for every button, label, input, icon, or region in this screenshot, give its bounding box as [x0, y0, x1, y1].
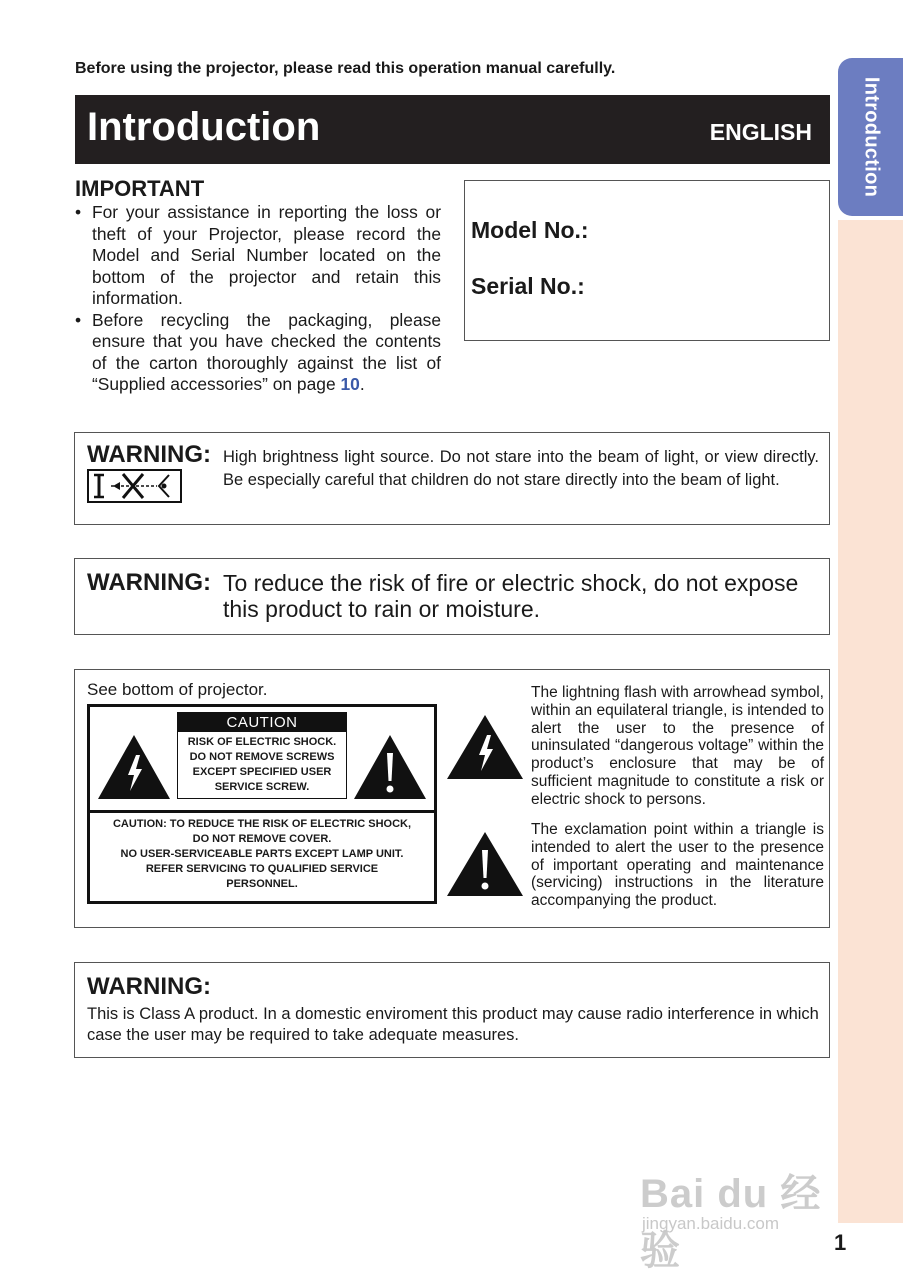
- bullet-end: .: [359, 374, 365, 394]
- important-bullet: [75, 202, 441, 310]
- warning-text: To reduce the risk of fire or electric shock, do not expose this product to rain or moisture.: [223, 570, 799, 622]
- exclamation-explanation: The exclamation point within a triangle is intended to alert the user to the presence of important operating and maintenance (servicing) instructions in the literature accompanying the product.: [531, 821, 824, 910]
- important-list: [75, 202, 441, 396]
- warning-rain-box: [74, 558, 830, 635]
- warning-text: High brightness light source. Do not stare into the beam of light, or view directly. Be especially careful that children do not stare directly into the beam of light.: [223, 448, 819, 489]
- lightning-triangle-icon: [96, 733, 172, 801]
- warning-light-box: [74, 432, 830, 525]
- language-label: ENGLISH: [709, 119, 812, 145]
- caution-title: CAUTION: [178, 713, 346, 732]
- caution-line: REFER SERVICING TO QUALIFIED SERVICE: [145, 863, 379, 875]
- caution-label: [87, 704, 437, 904]
- warning-label: WARNING:: [87, 569, 211, 596]
- warning-text: This is Class A product. In a domestic enviroment this product may cause radio interference in which case the user may be required to take adequate measures.: [87, 1005, 819, 1044]
- intro-line: Before using the projector, please read this operation manual carefully.: [75, 60, 616, 77]
- margin-band: [838, 220, 903, 1223]
- page-reference-link[interactable]: 10: [340, 374, 360, 394]
- caution-bottom-text: [90, 817, 434, 892]
- warning-class-a-box: [74, 962, 830, 1058]
- exclamation-triangle-icon: [445, 830, 525, 898]
- bullet-text: For your assistance in reporting the loss or theft of your Projector, please record the Model and Serial Number located on the bottom of the projector and retain this information.: [92, 202, 441, 308]
- caution-section: [74, 669, 830, 928]
- title-bar: [75, 95, 830, 164]
- lightning-explanation: The lightning flash with arrowhead symbol, within an equilateral triangle, is intended to alert the user to the presence of uninsulated “dangerous voltage” within the product’s enclosure that may be of sufficient magnitude to constitute a risk or electric shock to persons.: [531, 684, 824, 808]
- risk-line: EXCEPT SPECIFIED USER: [192, 766, 332, 778]
- watermark: [640, 1142, 840, 1273]
- caution-line: CAUTION: TO REDUCE THE RISK OF ELECTRIC SHOCK,: [112, 818, 412, 830]
- page-title: Introduction: [87, 105, 321, 149]
- caution-risk-text: [178, 732, 346, 795]
- serial-number-label: Serial No.:: [471, 273, 585, 299]
- caution-line: DO NOT REMOVE COVER.: [192, 833, 332, 845]
- risk-line: SERVICE SCREW.: [214, 781, 310, 793]
- lightning-triangle-icon: [445, 713, 525, 781]
- caution-line: PERSONNEL.: [226, 878, 298, 890]
- model-serial-box: [464, 180, 830, 341]
- do-not-stare-icon: [87, 469, 182, 503]
- watermark-main: Bai du 经验: [640, 1172, 822, 1273]
- warning-label: WARNING:: [87, 973, 211, 1000]
- caution-label-top: [90, 707, 434, 813]
- exclamation-triangle-icon: [352, 733, 428, 801]
- risk-line: DO NOT REMOVE SCREWS: [189, 751, 335, 763]
- page-number: 1: [834, 1230, 847, 1255]
- warning-label: WARNING:: [87, 441, 211, 468]
- section-tab[interactable]: [838, 58, 903, 216]
- model-number-label: Model No.:: [471, 217, 589, 243]
- bullet-text: Before recycling the packaging, please ensure that you have checked the contents of the carton thoroughly against the list of “Supplied accessories” on page: [92, 309, 441, 394]
- watermark-sub: jingyan.baidu.com: [642, 1214, 780, 1233]
- caution-line: NO USER-SERVICEABLE PARTS EXCEPT LAMP UNIT.: [120, 848, 404, 860]
- important-heading: IMPORTANT: [75, 176, 205, 201]
- section-tab-label: Introduction: [860, 76, 882, 198]
- important-bullet: [75, 310, 441, 396]
- caution-inner-panel: [177, 712, 347, 799]
- see-bottom-text: See bottom of projector.: [87, 680, 268, 699]
- risk-line: RISK OF ELECTRIC SHOCK.: [187, 736, 337, 748]
